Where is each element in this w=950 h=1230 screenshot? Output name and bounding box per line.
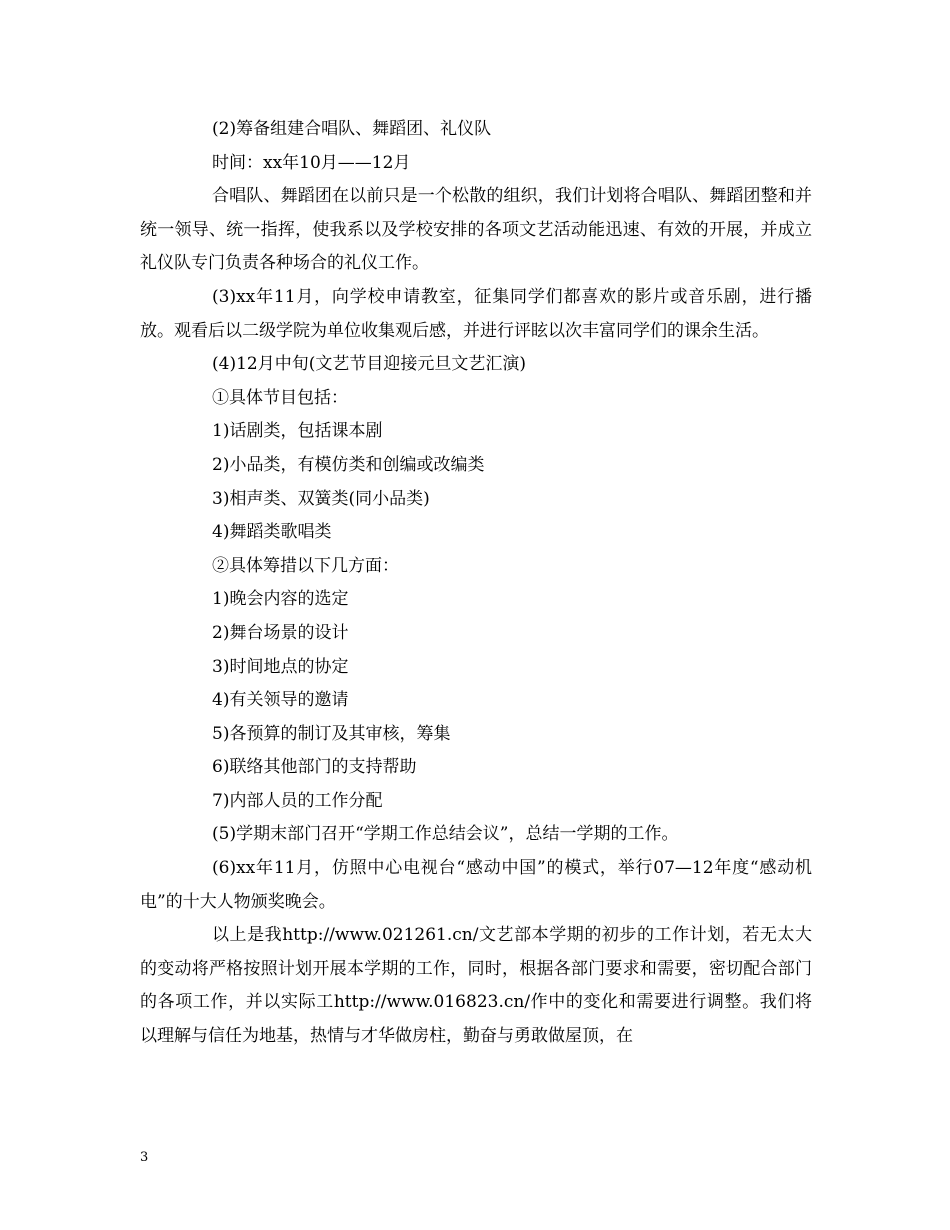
- list-item: 1)晚会内容的选定: [212, 589, 349, 610]
- list-item: 4)有关领导的邀请: [212, 690, 349, 711]
- list-item: 7)内部人员的工作分配: [212, 790, 383, 811]
- paragraph-choir-description: 合唱队、舞蹈团在以前只是一个松散的组织，我们计划将合唱队、舞蹈团整和并统一领导、统一指挥，使我系以及学校安排的各项文艺活动能迅速、有效的开展，并成立礼仪队专门负责各种场合的礼仪工作。: [140, 186, 812, 274]
- list-item: 3)时间地点的协定: [212, 656, 349, 677]
- list-item: 2)小品类，有模仿类和创编或改编类: [212, 454, 485, 475]
- document-body: [140, 113, 812, 1054]
- list-item: 1)话剧类，包括课本剧: [212, 421, 383, 442]
- list-item: 2)舞台场景的设计: [212, 622, 349, 643]
- paragraph-time: 时间：xx年10月——12月: [212, 152, 411, 173]
- paragraph-december-show: (4)12月中旬(文艺节目迎接元旦文艺汇演): [212, 354, 526, 375]
- paragraph-november-screening: (3)xx年11月，向学校申请教室，征集同学们都喜欢的影片或音乐剧，进行播放。观看后以二级学院为单位收集观后感，并进行评眩以次丰富同学们的课余生活。: [140, 286, 812, 341]
- list-item: 5)各预算的制订及其审核，筹集: [212, 723, 451, 744]
- list-item: 4)舞蹈类歌唱类: [212, 522, 332, 543]
- paragraph-award-ceremony: (6)xx年11月，仿照中心电视台“感动中国”的模式，举行07—12年度“感动机电”的十大人物颁奖晚会。: [140, 858, 812, 912]
- page-number: 3: [140, 1150, 149, 1165]
- paragraph-programs-heading: ①具体节目包括：: [212, 387, 348, 408]
- paragraph-conclusion: 以上是我http://www.021261.cn/文艺部本学期的初步的工作计划，若无太大的变动将严格按照计划开展本学期的工作，同时，根据各部门要求和需要，密切配合部门的各项工作，并以实际工http://www.016823.cn/作中的变化和需要进行调整。我们将以理解与信任为地基，热情与才华做房柱，勤奋与勇敢做屋顶，在: [140, 925, 812, 1047]
- list-item: 6)联络其他部门的支持帮助: [212, 757, 417, 778]
- paragraph-term-summary: (5)学期末部门召开“学期工作总结会议”，总结一学期的工作。: [212, 824, 679, 845]
- list-item: 3)相声类、双簧类(同小品类): [212, 488, 430, 509]
- paragraph-preparations-heading: ②具体筹措以下几方面：: [212, 555, 399, 576]
- paragraph-preparation-heading: (2)筹备组建合唱队、舞蹈团、礼仪队: [212, 119, 492, 139]
